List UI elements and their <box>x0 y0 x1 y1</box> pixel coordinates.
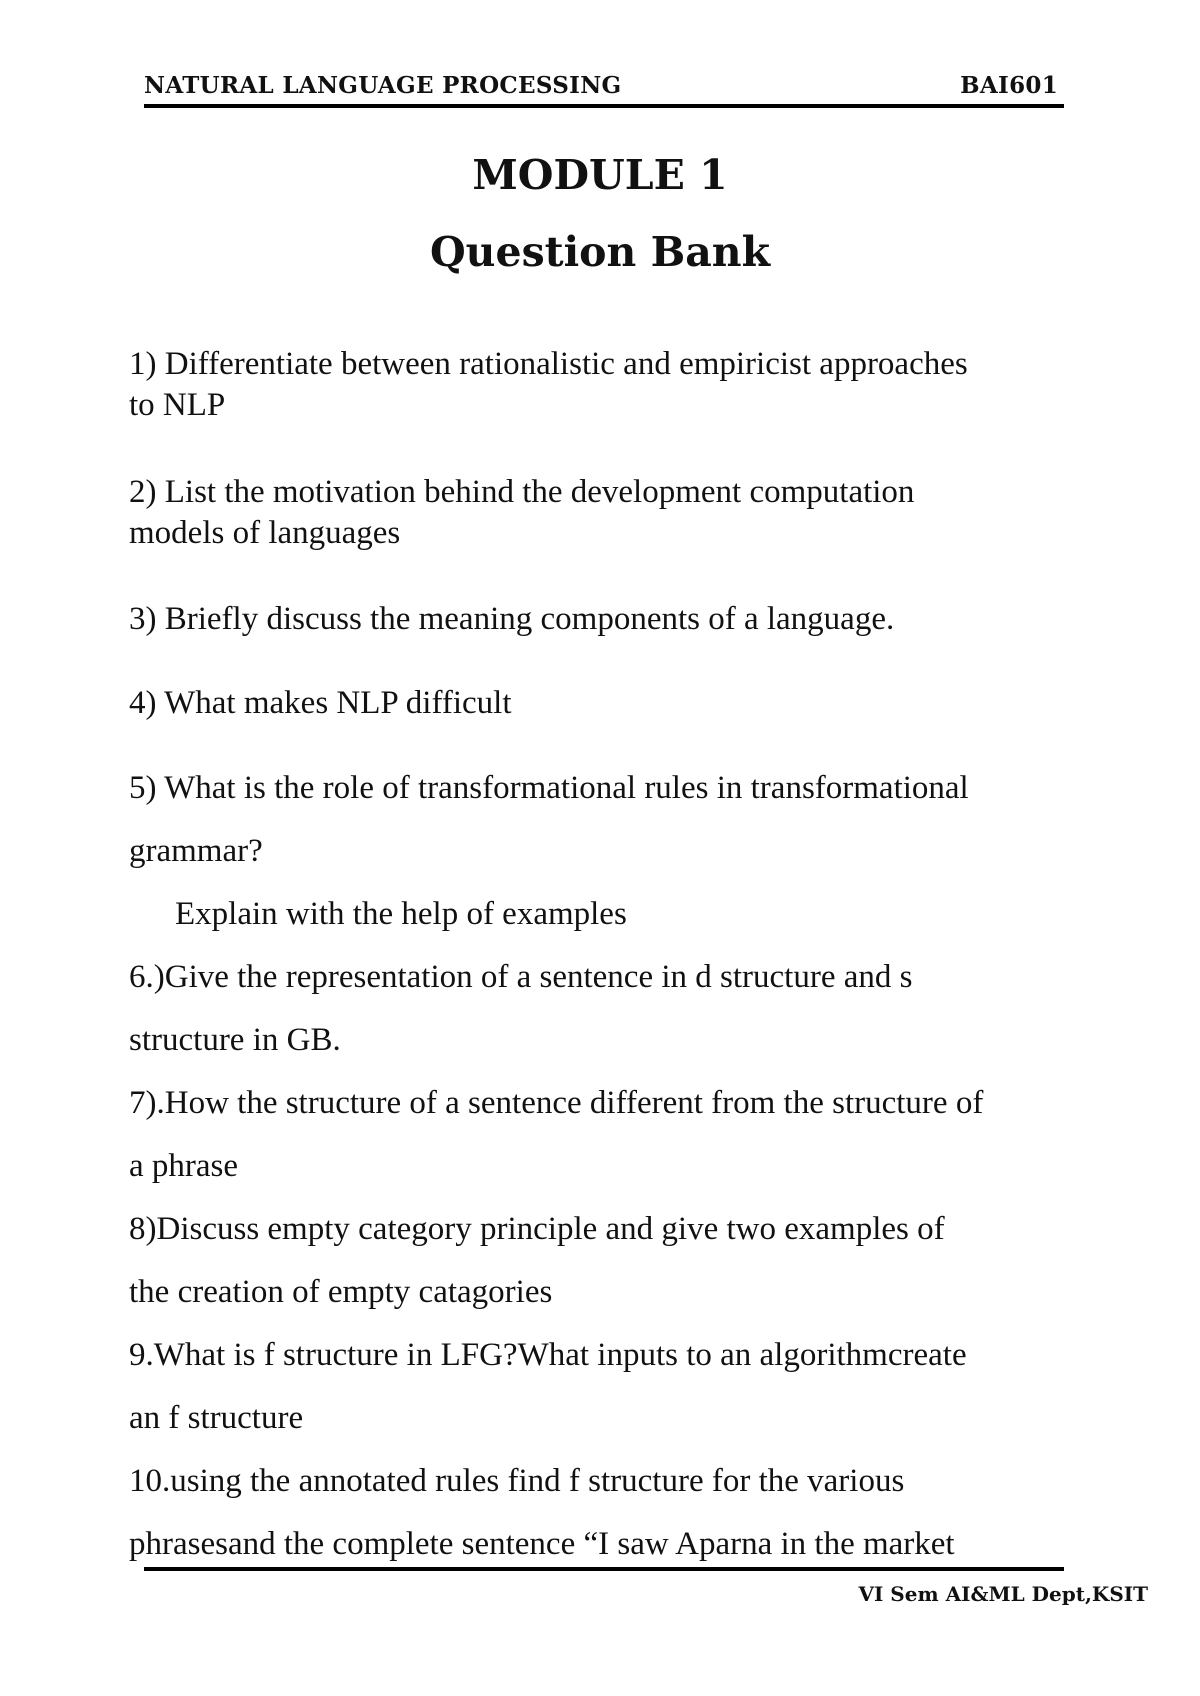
question-10-line-1: 10.using the annotated rules find f structure for the various <box>129 1463 905 1499</box>
question-1-line-1: 1) Differentiate between rationalistic and empiricist approaches <box>129 346 968 382</box>
question-2-line-1: 2) List the motivation behind the development computation <box>129 474 915 510</box>
footer-department: VI Sem AI&ML Dept,KSIT <box>858 1582 1148 1606</box>
question-7-line-1: 7).How the structure of a sentence different from the structure of <box>129 1085 984 1121</box>
question-9-line-2: an f structure <box>129 1400 304 1436</box>
question-8-line-2: the creation of empty catagories <box>129 1274 553 1310</box>
question-7-line-2: a phrase <box>129 1148 239 1184</box>
question-5-line-2: grammar? <box>129 833 263 869</box>
page-header <box>144 70 1064 108</box>
footer-rule <box>144 1567 1064 1571</box>
question-10-line-2: phrasesand the complete sentence “I saw Aparna in the market <box>129 1526 955 1562</box>
header-subject: NATURAL LANGUAGE PROCESSING <box>144 72 622 99</box>
question-9-line-1: 9.What is f structure in LFG?What inputs to an algorithmcreate <box>129 1337 967 1373</box>
module-title: MODULE 1 <box>472 151 728 199</box>
question-4: 4) What makes NLP difficult <box>129 685 512 721</box>
question-6-line-1: 6.)Give the representation of a sentence in d structure and s <box>129 959 913 995</box>
header-course-code: BAI601 <box>960 72 1058 99</box>
question-3: 3) Briefly discuss the meaning components of a language. <box>129 601 895 637</box>
question-2-line-2: models of languages <box>129 515 401 551</box>
question-5-line-1: 5) What is the role of transformational rules in transformational <box>129 770 969 806</box>
question-5-line-3: Explain with the help of examples <box>175 896 627 932</box>
question-bank-title: Question Bank <box>429 228 771 276</box>
question-6-line-2: structure in GB. <box>129 1022 341 1058</box>
question-1-line-2: to NLP <box>129 387 226 423</box>
question-8-line-1: 8)Discuss empty category principle and give two examples of <box>129 1211 945 1247</box>
